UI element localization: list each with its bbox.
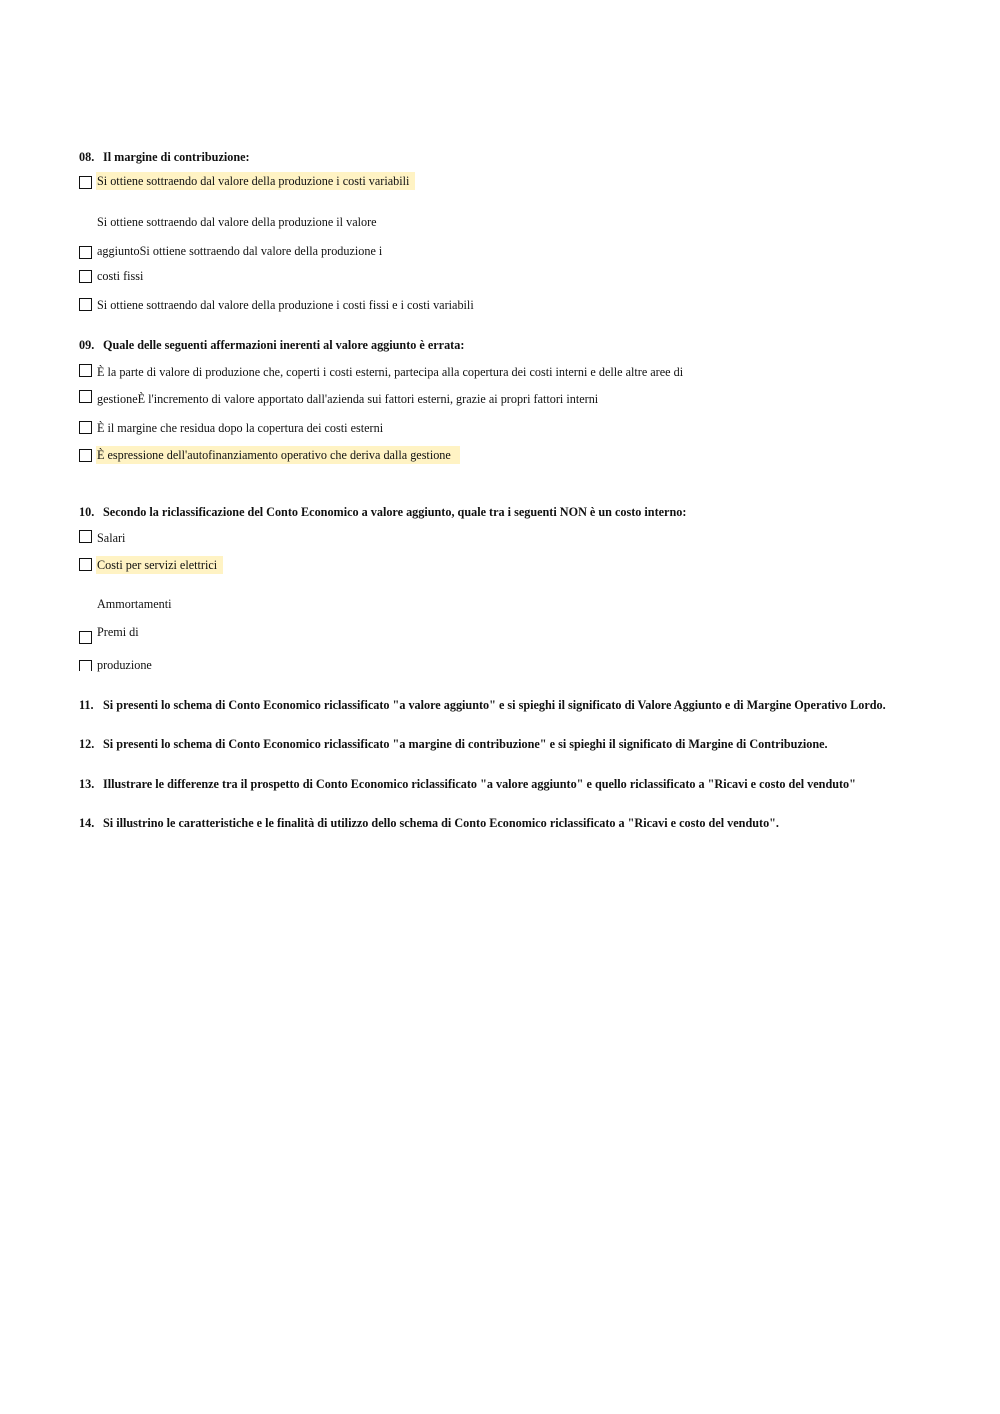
checkbox-q09-opt1[interactable] xyxy=(79,364,92,377)
checkbox-q10-opt2[interactable] xyxy=(79,558,92,571)
option-q09-1: È la parte di valore di produzione che, coperti i costi esterni, partecipa alla copertura dei costi interni e delle altre aree di xyxy=(97,365,684,379)
option-q09-4 xyxy=(96,447,460,463)
checkbox-q08-opt4[interactable] xyxy=(79,270,92,283)
checkbox-q09-opt4[interactable] xyxy=(79,449,92,462)
checkbox-q08-opt3[interactable] xyxy=(79,246,92,259)
question-text: Quale delle seguenti affermazioni inerenti al valore aggiunto è errata: xyxy=(103,338,465,352)
option-q09-2: gestioneÈ l'incremento di valore apportato dall'azienda sui fattori esterni, grazie ai propri fattori interni xyxy=(97,392,599,406)
checkbox-q10-opt4[interactable] xyxy=(79,631,92,644)
checkbox-q09-opt3[interactable] xyxy=(79,421,92,434)
checkbox-q08-opt5[interactable] xyxy=(79,298,92,311)
option-q08-4: costi fissi xyxy=(97,269,144,283)
question-number: 14. xyxy=(79,816,95,830)
question-09-title xyxy=(79,337,464,353)
question-11-title xyxy=(79,697,886,713)
option-q08-2: Si ottiene sottraendo dal valore della produzione il valore xyxy=(97,215,377,229)
question-text: Illustrare le differenze tra il prospetto di Conto Economico riclassificato "a valore aggiunto" e quello riclassificato a "Ricavi e costo del venduto" xyxy=(103,777,856,791)
question-number: 13. xyxy=(79,777,95,791)
option-q08-1 xyxy=(96,173,415,189)
question-text: Si illustrino le caratteristiche e le finalità di utilizzo dello schema di Conto Economico riclassificato a "Ricavi e costo del venduto". xyxy=(103,816,779,830)
option-q09-3: È il margine che residua dopo la copertura dei costi esterni xyxy=(97,421,384,435)
option-q08-5: Si ottiene sottraendo dal valore della produzione i costi fissi e i costi variabili xyxy=(97,298,474,312)
option-q10-2 xyxy=(96,557,223,573)
question-number: 11. xyxy=(79,698,94,712)
question-number: 09. xyxy=(79,338,95,352)
option-q10-3: Ammortamenti xyxy=(97,597,172,611)
option-q10-5: produzione xyxy=(97,658,152,672)
question-08-title xyxy=(79,149,250,165)
question-10-title xyxy=(79,504,686,520)
question-text: Si presenti lo schema di Conto Economico riclassificato "a margine di contribuzione" e si spieghi il significato di Margine di Contribuzione. xyxy=(103,737,828,751)
question-text: Si presenti lo schema di Conto Economico riclassificato "a valore aggiunto" e si spieghi il significato di Valore Aggiunto e di Margine Operativo Lordo. xyxy=(103,698,886,712)
question-number: 12. xyxy=(79,737,95,751)
checkbox-q09-opt2[interactable] xyxy=(79,390,92,403)
question-text: Il margine di contribuzione: xyxy=(103,150,250,164)
option-label: Si ottiene sottraendo dal valore della produzione i costi variabili xyxy=(96,172,415,190)
question-13-title xyxy=(79,776,856,792)
option-label: È espressione dell'autofinanziamento operativo che deriva dalla gestione xyxy=(96,446,460,464)
question-text: Secondo la riclassificazione del Conto Economico a valore aggiunto, quale tra i seguenti NON è un costo interno: xyxy=(103,505,687,519)
question-12-title xyxy=(79,736,828,752)
question-number: 10. xyxy=(79,505,95,519)
option-label: Costi per servizi elettrici xyxy=(96,556,223,574)
question-14-title xyxy=(79,815,779,831)
checkbox-q10-opt5[interactable] xyxy=(79,660,92,671)
option-q08-3: aggiuntoSi ottiene sottraendo dal valore della produzione i xyxy=(97,244,383,258)
checkbox-q10-opt1[interactable] xyxy=(79,530,92,543)
option-q10-4: Premi di xyxy=(97,625,139,639)
checkbox-q08-opt1[interactable] xyxy=(79,176,92,189)
option-q10-1: Salari xyxy=(97,531,126,545)
question-number: 08. xyxy=(79,150,95,164)
